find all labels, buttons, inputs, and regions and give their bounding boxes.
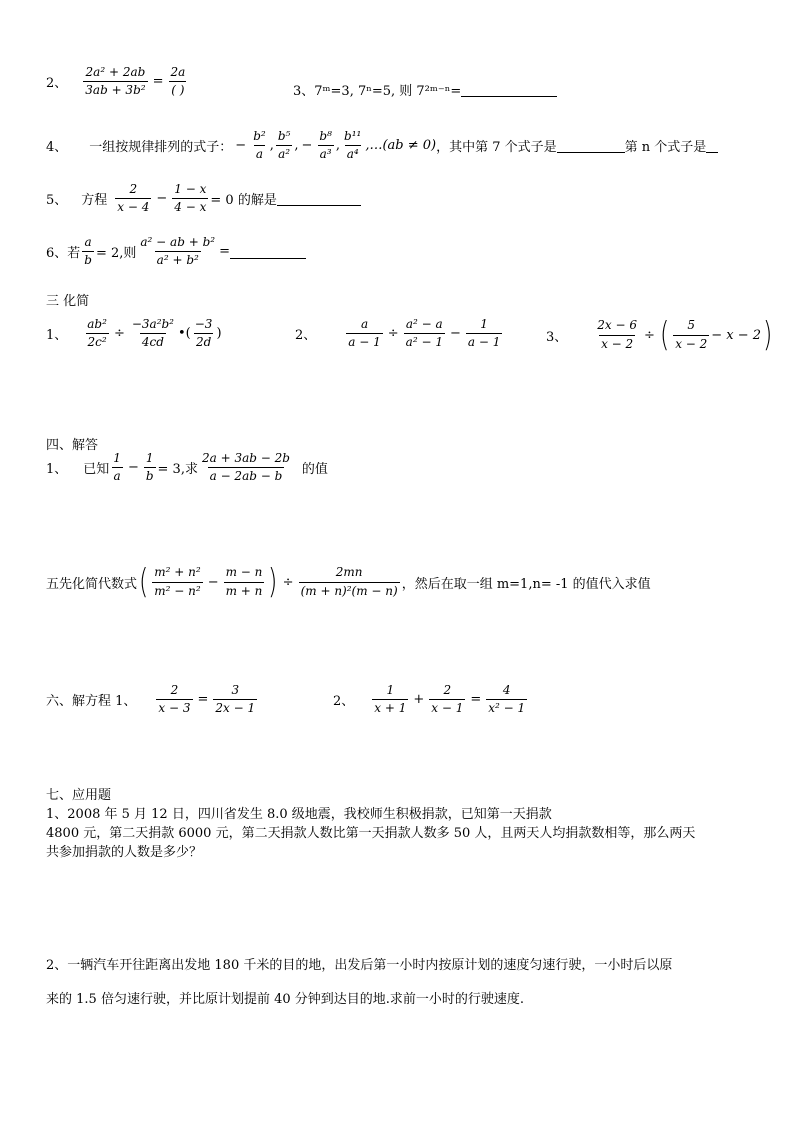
- s3p1-fraction-2: $\frac{\text{−3a²b²}}{4cd}$: [131, 317, 174, 350]
- q5-fraction-1: $\frac{2}{x - 4}$: [117, 182, 150, 215]
- answer-blank[interactable]: [277, 191, 361, 206]
- question-3-text: 7ᵐ=3, 7ⁿ=5, 则 7²ᵐ⁻ⁿ=: [314, 84, 462, 99]
- s6p2-fraction-1: $\frac{1}{x + 1}$: [374, 683, 407, 716]
- section-7: [46, 786, 756, 862]
- application-problem-2: [46, 949, 756, 1017]
- s4-fraction-1: $\frac{1}{a}$: [113, 451, 121, 484]
- q4-term-3: $\frac{\text{b⁸}}{\text{a³}}$: [319, 129, 332, 162]
- question-2-label: 2、: [46, 76, 68, 92]
- application-problem-2-line-2: 来的 1.5 倍匀速行驶，并比原计划提前 40 分钟到达目的地.求前一小时的行驶速度.: [46, 992, 525, 1007]
- section-5: 五先化简代数式 ( $\frac{\text{m² + n²}}{\text{m² − n²}}$ − $\frac{m - n}{m + n}$ ) ÷ $\frac{2mn}{\text{(m + n)²(m − n)}}$ ，然后在取一组 m=1,n= -1 的值代入求值: [46, 562, 651, 602]
- question-3: 3、 7ᵐ=3, 7ⁿ=5, 则 7²ᵐ⁻ⁿ=: [293, 80, 557, 99]
- simplify-problem-2: 2、 $\frac{a}{a - 1}$ ÷ $\frac{\text{a² − a}}{\text{a² − 1}}$ − $\frac{1}{a - 1}$: [295, 317, 501, 350]
- simplify-problem-1: 1、 $\frac{\text{ab²}}{\text{2c²}}$ ÷ $\frac{\text{−3a²b²}}{4cd}$ •( $\frac{-3}{2d}$ ): [46, 317, 222, 350]
- s6p2-fraction-2: $\frac{2}{x - 1}$: [431, 683, 464, 716]
- q6-fraction-1: $\frac{a}{b}$: [84, 235, 92, 268]
- simplify-problem-3: 3、 $\frac{2x - 6}{x - 2}$ ÷ ( $\frac{5}{x - 2}$ − x − 2 ): [546, 315, 773, 355]
- application-problem-1-line-1: 1、2008 年 5 月 12 日，四川省发生 8.0 级地震，我校师生积极捐款，已知第一天捐款: [46, 807, 552, 822]
- answer-blank[interactable]: [557, 138, 625, 153]
- s4-fraction-3: $\frac{2a + 3ab - 2b}{a - 2ab - b}$: [201, 451, 290, 484]
- section-4-heading: 四、解答: [46, 438, 99, 453]
- s3p2-fraction-1: $\frac{a}{a - 1}$: [348, 317, 381, 350]
- answer-problem-1: 1、 已知 $\frac{1}{a}$ − $\frac{1}{b}$ = 3,求 $\frac{2a + 3ab - 2b}{a - 2ab - b}$ 的值: [46, 451, 328, 484]
- q4-term-1: $\frac{\text{b²}}{a}$: [253, 129, 266, 162]
- section-7-heading: 七、应用题: [46, 788, 112, 803]
- s5-fraction-2: $\frac{m - n}{m + n}$: [225, 565, 263, 598]
- answer-blank[interactable]: [706, 138, 718, 153]
- section-6: 六、解方程 1、 $\frac{2}{x - 3}$ = $\frac{3}{2x - 1}$: [46, 683, 256, 716]
- section-6-heading: 六、解方程 1、: [46, 694, 137, 710]
- s3p3-fraction-2: $\frac{5}{x - 2}$: [675, 318, 708, 351]
- q6-fraction-2: $\frac{\text{a² − ab + b²}}{\text{a² + b²}}$: [140, 235, 216, 268]
- s3p1-fraction-1: $\frac{\text{ab²}}{\text{2c²}}$: [87, 317, 107, 350]
- question-5: 5、 方程 $\frac{2}{x - 4}$ − $\frac{1 - x}{4 - x}$ = 0 的解是: [46, 183, 361, 214]
- application-problem-2-line-1: 2、一辆汽车开往距离出发地 180 千米的目的地，出发后第一小时内按原计划的速度匀速行驶，一小时后以原: [46, 958, 673, 973]
- answer-blank[interactable]: [461, 82, 557, 97]
- s6p1-fraction-1: $\frac{2}{x - 3}$: [158, 683, 191, 716]
- question-4: 4、 一组按规律排列的式子： − $\frac{\text{b²}}{a}$ , $\frac{\text{b⁵}}{\text{a²}}$ , − $\frac{\text{b⁸}}{\text{a³}}$ , $\frac{\text{b¹¹}}{\text{a⁴}}$ ,…(ab ≠ 0) ，其中第 7 个式子是 第 n 个式子是: [46, 130, 718, 161]
- s5-fraction-1: $\frac{\text{m² + n²}}{\text{m² − n²}}$: [154, 565, 201, 598]
- q4-term-4: $\frac{\text{b¹¹}}{\text{a⁴}}$: [344, 129, 362, 162]
- s3p2-fraction-3: $\frac{1}{a - 1}$: [467, 317, 501, 350]
- s6p2-fraction-3: $\frac{4}{\text{x² − 1}}$: [488, 683, 526, 716]
- q4-term-2: $\frac{\text{b⁵}}{\text{a²}}$: [277, 129, 291, 162]
- q2-lhs-fraction: $\frac{\text{2a² + 2ab}}{\text{3ab + 3b²}}$: [85, 65, 146, 98]
- question-6: 6、若 $\frac{a}{b}$ = 2,则 $\frac{\text{a² − ab + b²}}{\text{a² + b²}}$ =: [46, 236, 306, 267]
- s3p3-fraction-1: $\frac{2x - 6}{x - 2}$: [597, 318, 638, 351]
- s6p1-fraction-2: $\frac{3}{2x - 1}$: [215, 683, 256, 716]
- q5-fraction-2: $\frac{1 - x}{4 - x}$: [174, 182, 207, 215]
- answer-blank[interactable]: [230, 244, 306, 259]
- section-3-heading: 三 化简: [46, 294, 90, 309]
- application-problem-1-line-2: 4800 元，第二天捐款 6000 元，第二天捐款人数比第一天捐款人数多 50 人，且两天人均捐款数相等，那么两天: [46, 826, 696, 841]
- s5-fraction-3: $\frac{2mn}{\text{(m + n)²(m − n)}}$: [300, 565, 398, 598]
- equation-problem-2: 2、 $\frac{1}{x + 1}$ + $\frac{2}{x - 1}$ = $\frac{4}{\text{x² − 1}}$: [333, 683, 526, 716]
- question-2: 2、 $\frac{\text{2a² + 2ab}}{\text{3ab + 3b²}}$ = $\frac{2a}{( )}$: [46, 65, 186, 98]
- s3p1-fraction-3: $\frac{-3}{2d}$: [194, 317, 213, 350]
- s4-fraction-2: $\frac{1}{b}$: [145, 451, 154, 484]
- section-5-heading: 五先化简代数式: [46, 576, 138, 592]
- application-problem-1-line-3: 共参加捐款的人数是多少？: [46, 845, 203, 860]
- s3p2-fraction-2: $\frac{\text{a² − a}}{\text{a² − 1}}$: [405, 317, 443, 350]
- q2-rhs-fraction: $\frac{2a}{( )}$: [170, 65, 186, 98]
